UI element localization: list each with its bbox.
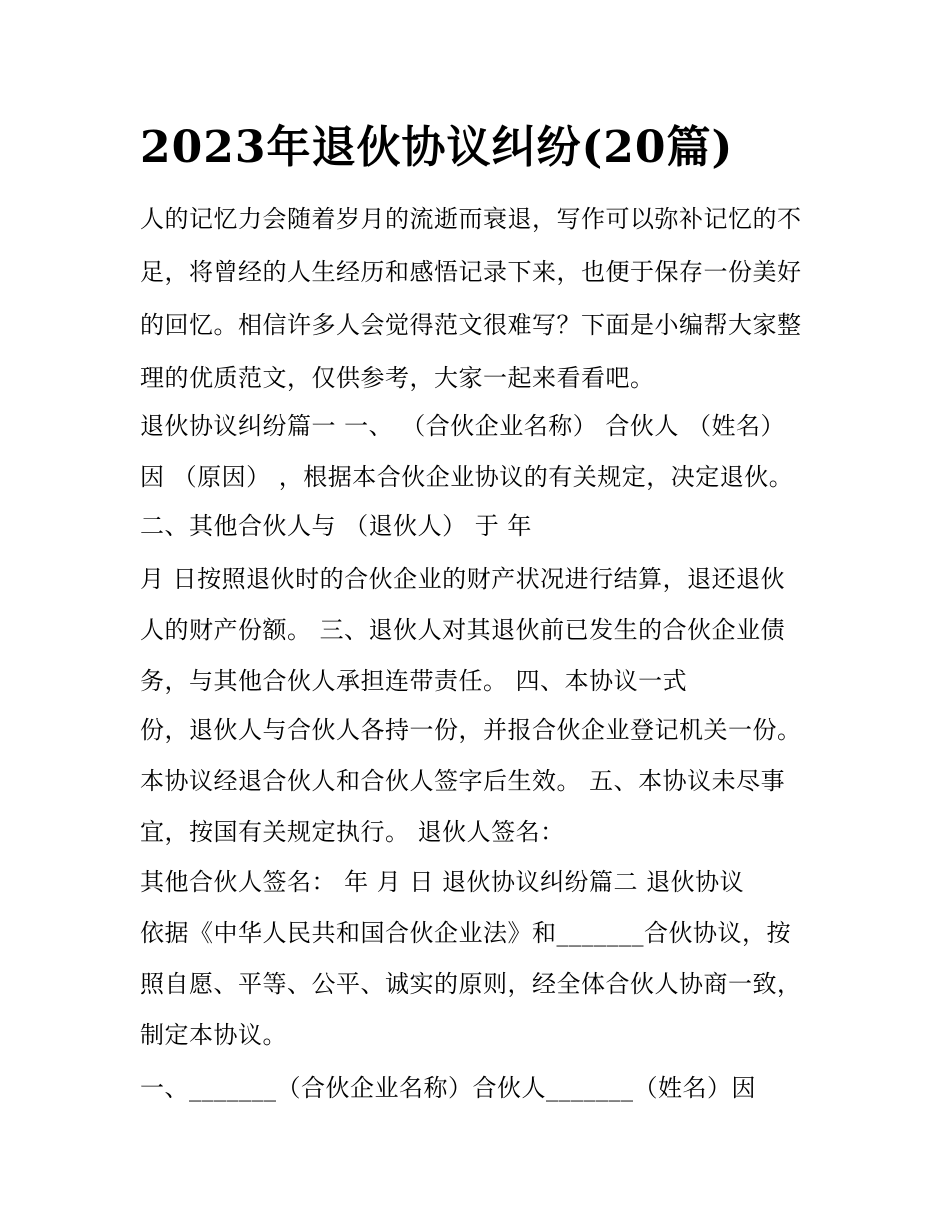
paragraph-line: 理的优质范文，仅供参考，大家一起来看看吧。: [140, 364, 655, 392]
paragraph-line: 人的记忆力会随着岁月的流逝而衰退，写作可以弥补记忆的不: [140, 205, 802, 233]
paragraph-line: 照自愿、平等、公平、诚实的原则，经全体合伙人协商一致，: [140, 970, 802, 998]
paragraph-line: 退伙协议纠纷篇一 一、 （合伙企业名称） 合伙人 （姓名）: [140, 412, 786, 440]
paragraph-line: 一、_______（合伙企业名称）合伙人_______（姓名）因: [140, 1074, 756, 1102]
paragraph-line: 本协议经退合伙人和合伙人签字后生效。 五、本协议未尽事: [140, 767, 786, 795]
paragraph-line: 足，将曾经的人生经历和感悟记录下来，也便于保存一份美好: [140, 258, 802, 286]
document-title: 2023年退伙协议纠纷(20篇): [140, 122, 734, 173]
paragraph-line: 其他合伙人签名： 年 月 日 退伙协议纠纷篇二 退伙协议: [140, 868, 745, 896]
paragraph-line: 制定本协议。: [140, 1021, 287, 1049]
paragraph-line: 人的财产份额。 三、退伙人对其退伙前已发生的合伙企业债: [140, 616, 786, 644]
paragraph-line: 务，与其他合伙人承担连带责任。 四、本协议一式: [140, 667, 688, 695]
paragraph-line: 的回忆。相信许多人会觉得范文很难写？下面是小编帮大家整: [140, 311, 802, 339]
paragraph-line: 二、其他合伙人与 （退伙人） 于 年: [140, 512, 532, 540]
paragraph-line: 份，退伙人与合伙人各持一份，并报合伙企业登记机关一份。: [140, 716, 802, 744]
paragraph-line: 月 日按照退伙时的合伙企业的财产状况进行结算，退还退伙: [140, 565, 786, 593]
paragraph-line: 宜，按国有关规定执行。 退伙人签名：: [140, 818, 565, 846]
paragraph-line: 依据《中华人民共和国合伙企业法》和_______合伙协议，按: [140, 919, 791, 947]
paragraph-line: 因 （原因） ，根据本合伙企业协议的有关规定，决定退伙。: [140, 463, 794, 491]
